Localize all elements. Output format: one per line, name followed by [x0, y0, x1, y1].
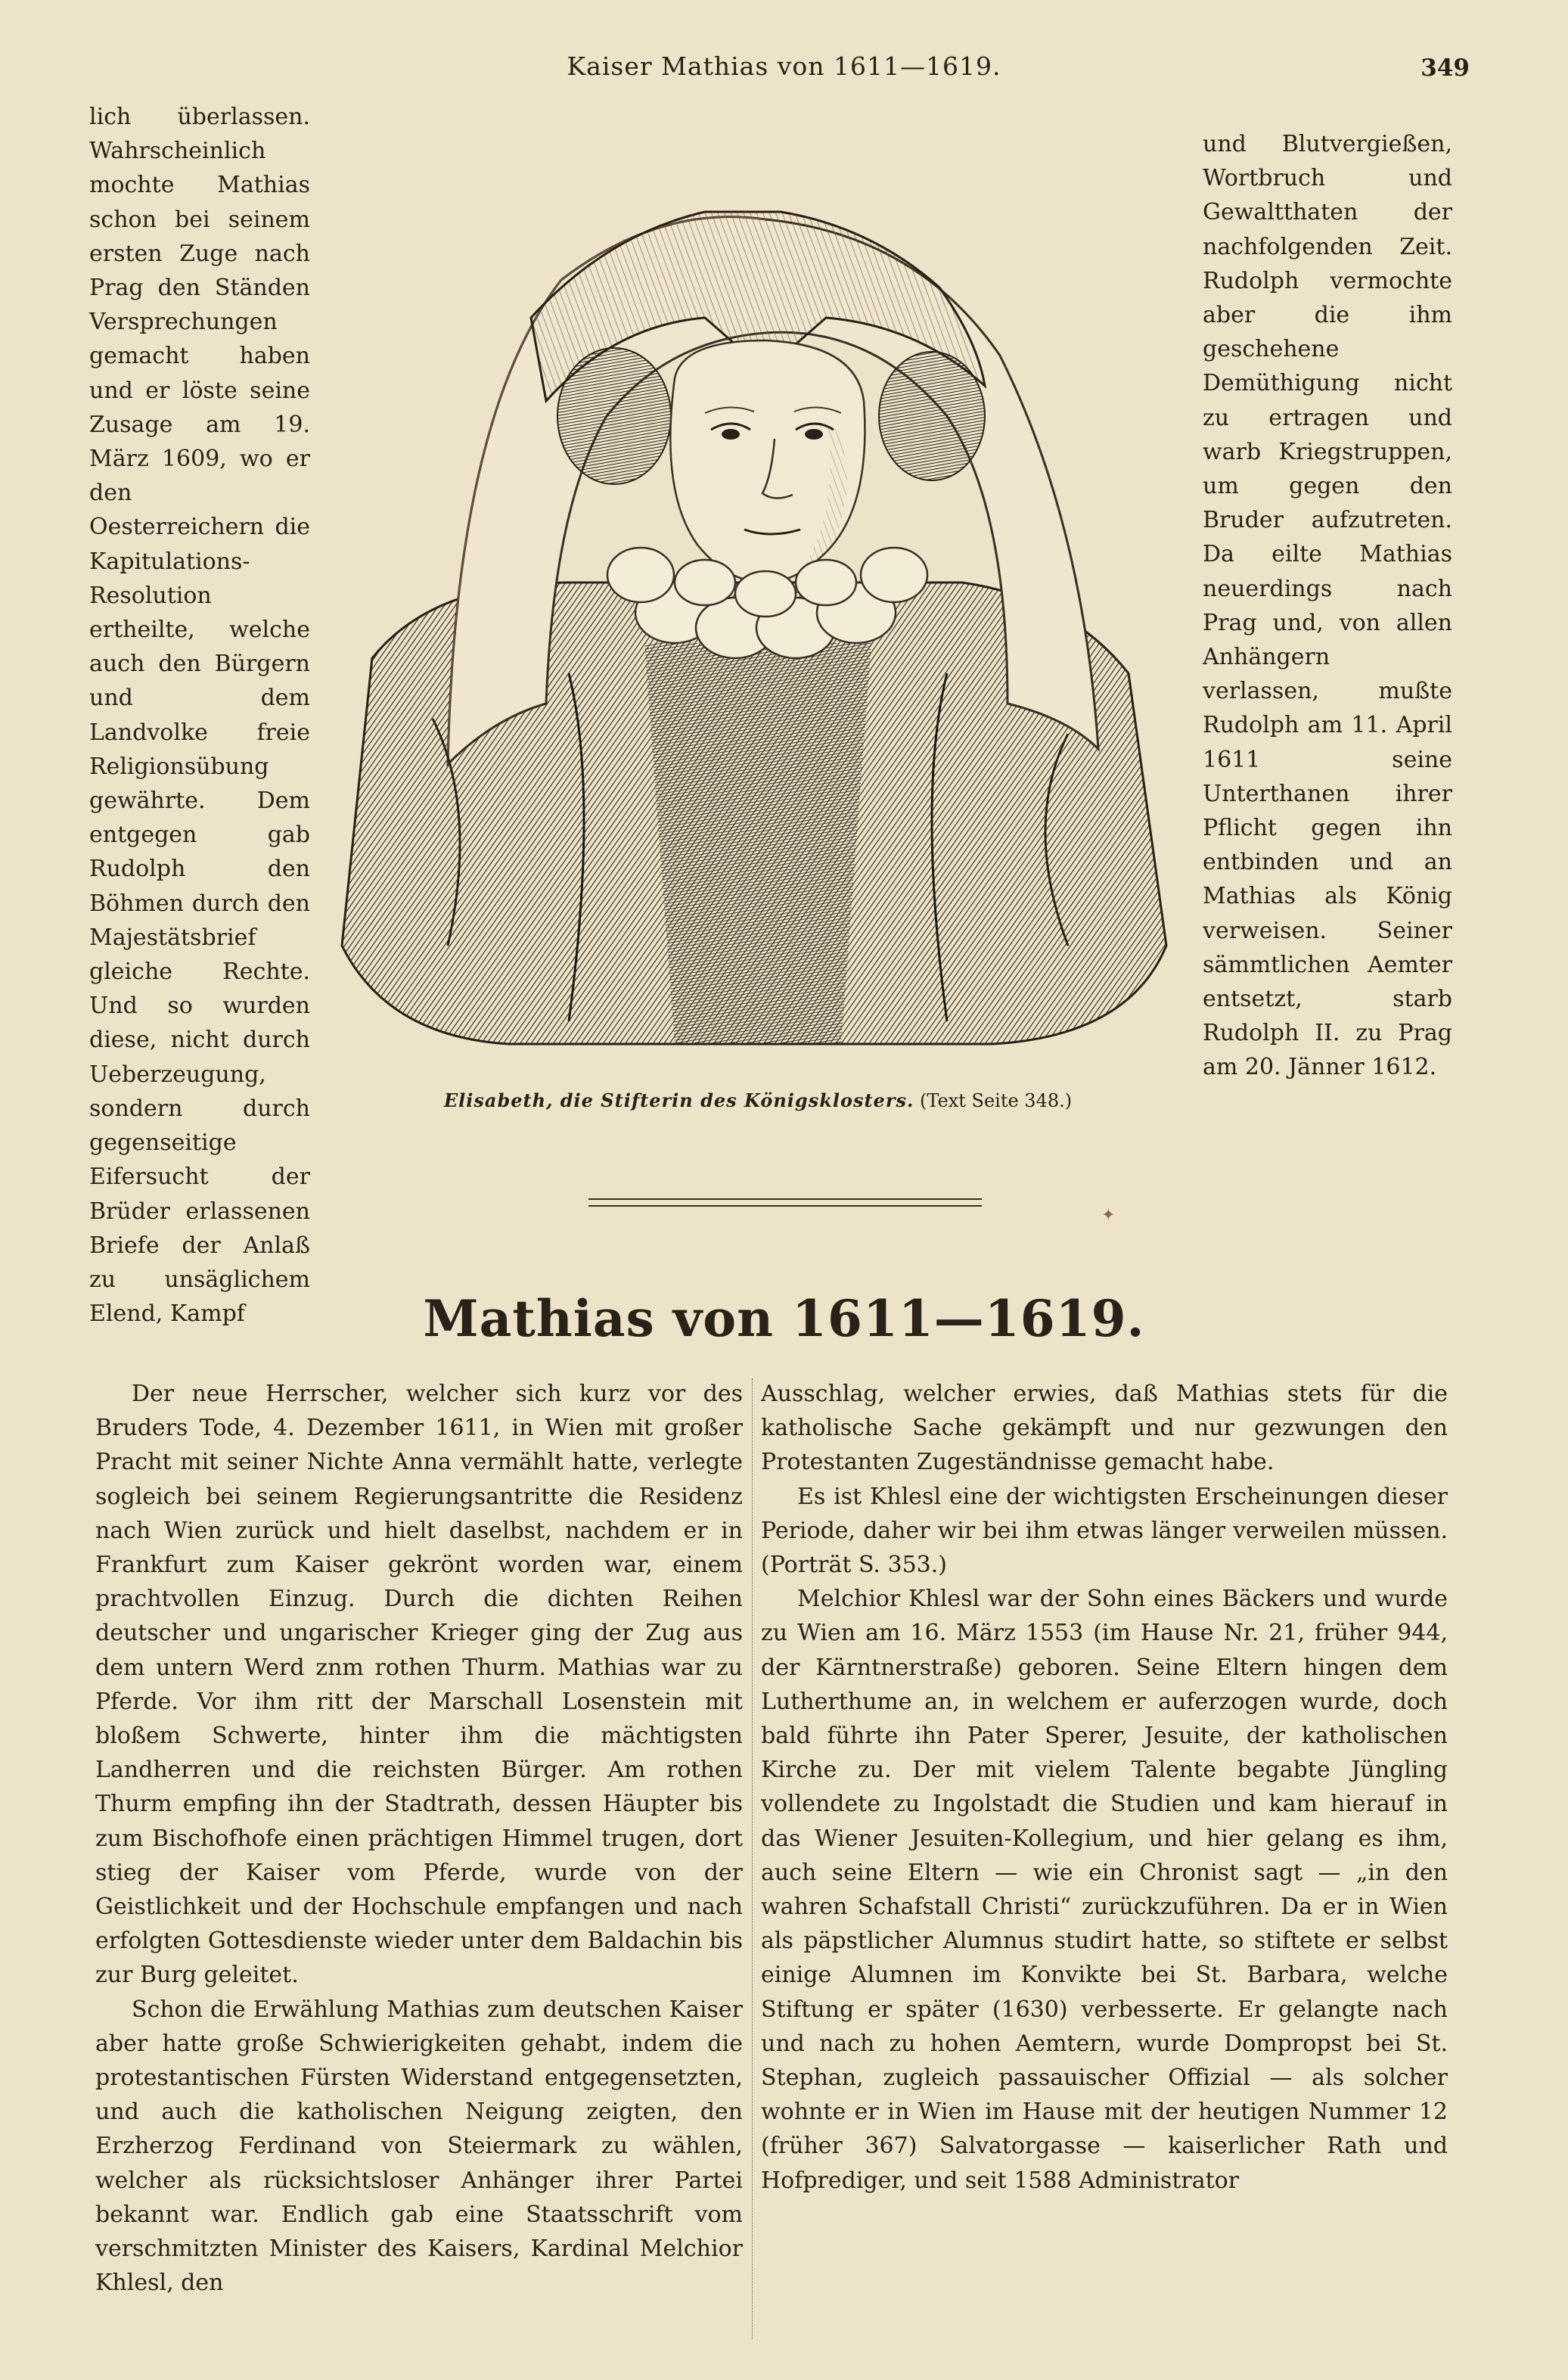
body-left-column — [95, 1377, 743, 2353]
body-right-paragraph-1: Ausschlag, welcher erwies, daß Mathias stets für die katholische Sache gekämpft und nur gezwungen den Protestanten Zugeständnisse gemacht habe. — [761, 1381, 1448, 1476]
portrait-engraving — [342, 189, 1174, 1074]
body-right-column — [761, 1377, 1448, 2353]
right-column-text: und Blutvergießen, Wortbruch und Gewaltthaten der nachfolgenden Zeit. Rudolph vermochte aber die ihm geschehene Demüthigung nicht zu ertragen und warb Kriegstruppen, um gegen den Bruder aufzutreten. Da eilte Mathias neuerdings nach Prag und, von allen Anhängern verlassen, mußte Rudolph am 11. April 1611 seine Unterthanen ihrer Pflicht gegen ihn entbinden und an Mathias als König verweisen. Seiner sämmtlichen Aemter entsetzt, starb Rudolph II. zu Prag am 20. Jänner 1612. — [1203, 131, 1452, 1081]
chapter-title: Mathias von 1611—1619. — [423, 1289, 1145, 1348]
page-number: 349 — [1421, 54, 1470, 82]
section-divider — [588, 1198, 982, 1207]
caption-main: Elisabeth, die Stifterin des Königsklosters. — [443, 1089, 914, 1111]
running-title: Kaiser Mathias von 1611—1619. — [567, 51, 1001, 81]
left-column-text: lich überlassen. Wahrscheinlich mochte Mathias schon bei seinem ersten Zuge nach Prag den Ständen Versprechungen gemacht haben und er löste seine Zusage am 19. März 1609, wo er den Oesterreichern die Kapitulations-Resolution ertheilte, welche auch den Bürgern und dem Landvolke freie Religionsübung gewährte. Dem entgegen gab Rudolph den Böhmen durch den Majestätsbrief gleiche Rechte. Und so wurden diese, nicht durch Ueberzeugung, sondern durch gegenseitige Eifersucht der Brüder erlassenen Briefe der Anlaß zu unsäglichem Elend, Kampf — [89, 104, 310, 1328]
left-text-column — [89, 100, 310, 1328]
column-divider — [752, 1378, 753, 2339]
figure-caption — [342, 1089, 1174, 1111]
body-left-paragraph-1: Der neue Herrscher, welcher sich kurz vor des Bruders Tode, 4. Dezember 1611, in Wien mit großer Pracht mit seiner Nichte Anna vermählt hatte, verlegte sogleich bei seinem Regierungsantritte die Residenz nach Wien zurück und hielt daselbst, nachdem er in Frankfurt zum Kaiser gekrönt worden war, einem prachtvollen Einzug. Durch die dichten Reihen deutscher und ungarischer Krieger ging der Zug aus dem untern Werd znm rothen Thurm. Mathias war zu Pferde. Vor ihm ritt der Marschall Losenstein mit bloßem Schwerte, hinter ihm die mächtigsten Landherren und die reichsten Bürger. Am rothen Thurm empfing ihn der Stadtrath, dessen Häupter bis zum Bischofhofe einen prächtigen Himmel trugen, dort stieg der Kaiser vom Pferde, wurde von der Geistlichkeit und der Hochschule empfangen und nach erfolgten Gottesdienste wieder unter dem Baldachin bis zur Burg geleitet. — [95, 1381, 743, 1989]
right-text-column — [1203, 127, 1452, 1126]
body-right-paragraph-2: Es ist Khlesl eine der wichtigsten Erscheinungen dieser Periode, daher wir bei ihm etwas länger verweilen müssen. (Porträt S. 353.) — [761, 1483, 1448, 1579]
portrait-illustration — [342, 189, 1174, 1074]
body-left-paragraph-2: Schon die Erwählung Mathias zum deutschen Kaiser aber hatte große Schwierigkeiten gehabt, indem die protestantischen Fürsten Widerstand entgegensetzten, und auch die katholischen Neigung zeigten, den Erzherzog Ferdinand von Steiermark zu wählen, welcher als rücksichtsloser Anhänger ihrer Partei bekannt war. Endlich gab eine Staatsschrift vom verschmitzten Minister des Kaisers, Kardinal Melchior Khlesl, den — [95, 1996, 743, 2297]
caption-reference: (Text Seite 348.) — [919, 1090, 1073, 1111]
ornament-mark: ✦ — [1101, 1206, 1116, 1225]
running-head — [0, 47, 1568, 92]
body-right-paragraph-3: Melchior Khlesl war der Sohn eines Bäckers und wurde zu Wien am 16. März 1553 (im Hause Nr. 21, früher 944, der Kärntnerstraße) geboren. Seine Eltern hingen dem Lutherthume an, in welchem er auferzogen wurde, doch bald führte ihn Pater Sperer, Jesuite, der katholischen Kirche zu. Der mit vielem Talente begabte Jüngling vollendete zu Ingolstadt die Studien und kam hierauf in das Wiener Jesuiten-Kollegium, und hier gelang es ihm, auch seine Eltern — wie ein Chronist sagt — „in den wahren Schafstall Christi“ zurückzuführen. Da er in Wien als päpstlicher Alumnus studirt hatte, so stiftete er selbst einige Alumnen im Konvikte bei St. Barbara, welche Stiftung er später (1630) verbesserte. Er gelangte nach und nach zu hohen Aemtern, wurde Dompropst bei St. Stephan, zugleich passauischer Offizial — als solcher wohnte er in Wien im Hause mit der heutigen Nummer 12 (früher 367) Salvatorgasse — kaiserlicher Rath und Hofprediger, und seit 1588 Administrator — [761, 1586, 1448, 2194]
